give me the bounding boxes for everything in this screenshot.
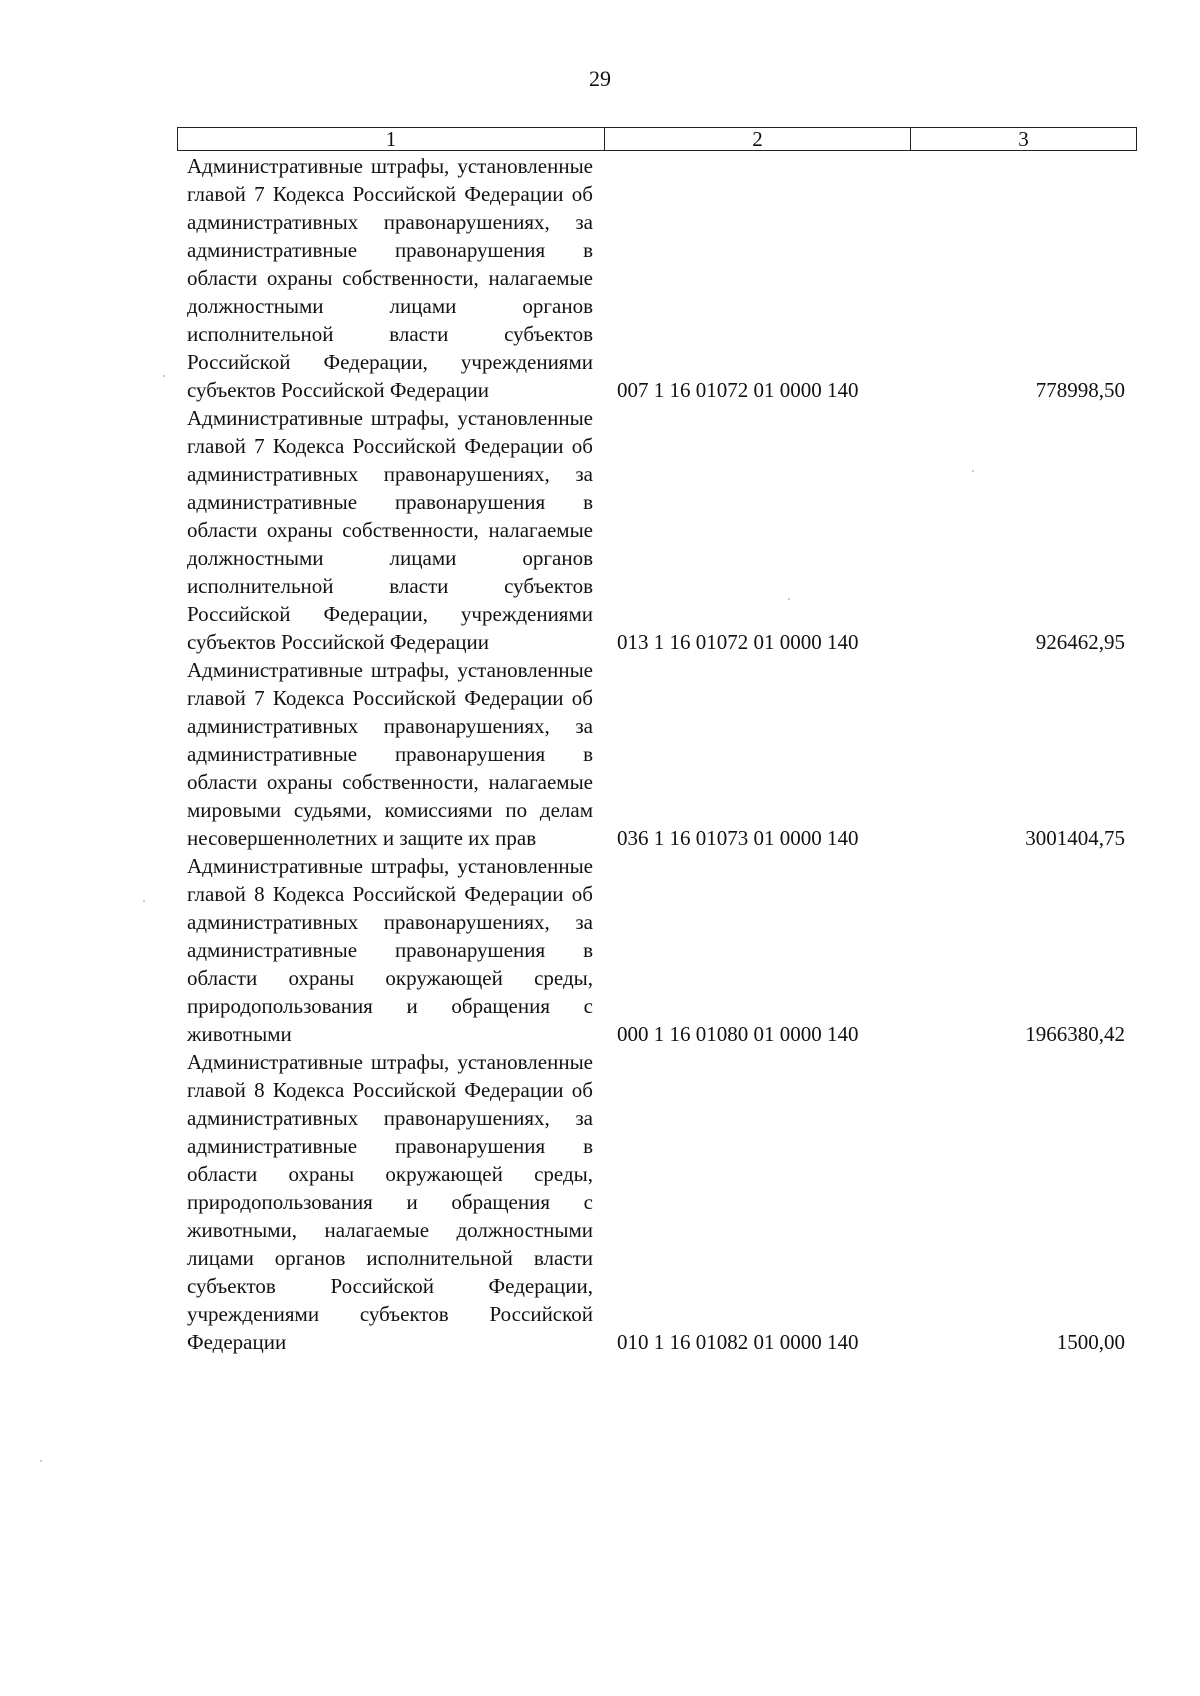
scan-speck xyxy=(40,1460,42,1462)
table-row xyxy=(187,656,1137,852)
table-header xyxy=(177,127,1137,151)
row-amount: 1500,00 xyxy=(1056,1330,1125,1354)
table-row xyxy=(187,1048,1137,1356)
row-description: Административные штрафы, установленные главой 7 Кодекса Российской Федерации об административных правонарушениях, за административные правонарушения в области охраны собственности, налагаемые мировыми судьями, комиссиями по делам несовершеннолетних и защите их прав xyxy=(187,658,593,850)
row-description: Административные штрафы, установленные главой 8 Кодекса Российской Федерации об административных правонарушениях, за административные правонарушения в области охраны окружающей среды, природопользования и обращения с животными xyxy=(187,854,593,1046)
page-number: 29 xyxy=(589,66,611,91)
header-col-2: 2 xyxy=(605,128,911,150)
row-code: 010 1 16 01082 01 0000 140 xyxy=(617,1330,859,1354)
row-code: 007 1 16 01072 01 0000 140 xyxy=(617,378,859,402)
row-amount: 3001404,75 xyxy=(1025,826,1125,850)
row-description: Административные штрафы, установленные главой 7 Кодекса Российской Федерации об административных правонарушениях, за административные правонарушения в области охраны собственности, налагаемые должностными лицами органов исполнительной власти субъектов Российской Федерации, учреждениями субъектов Российской Федерации xyxy=(187,406,593,654)
header-col-3: 3 xyxy=(1018,127,1029,151)
row-description: Административные штрафы, установленные главой 8 Кодекса Российской Федерации об административных правонарушениях, за административные правонарушения в области охраны окружающей среды, природопользования и обращения с животными, налагаемые должностными лицами органов исполнительной власти субъектов Российской Федерации, учреждениями субъектов Российской Федерации xyxy=(187,1050,593,1354)
table-body xyxy=(187,152,1137,1356)
scan-speck xyxy=(163,375,165,377)
table-row xyxy=(187,852,1137,1048)
row-code: 000 1 16 01080 01 0000 140 xyxy=(617,1022,859,1046)
header-col-1: 1 xyxy=(178,128,605,150)
scan-speck xyxy=(972,470,974,472)
row-amount: 1966380,42 xyxy=(1025,1022,1125,1046)
scan-speck xyxy=(143,900,145,902)
row-amount: 926462,95 xyxy=(1035,630,1125,654)
row-amount: 778998,50 xyxy=(1035,378,1125,402)
table-row xyxy=(187,152,1137,404)
table-row xyxy=(187,404,1137,656)
row-description: Административные штрафы, установленные главой 7 Кодекса Российской Федерации об административных правонарушениях, за административные правонарушения в области охраны собственности, налагаемые должностными лицами органов исполнительной власти субъектов Российской Федерации, учреждениями субъектов Российской Федерации xyxy=(187,154,593,402)
row-code: 013 1 16 01072 01 0000 140 xyxy=(617,630,859,654)
row-code: 036 1 16 01073 01 0000 140 xyxy=(617,826,859,850)
scan-speck xyxy=(788,598,790,600)
